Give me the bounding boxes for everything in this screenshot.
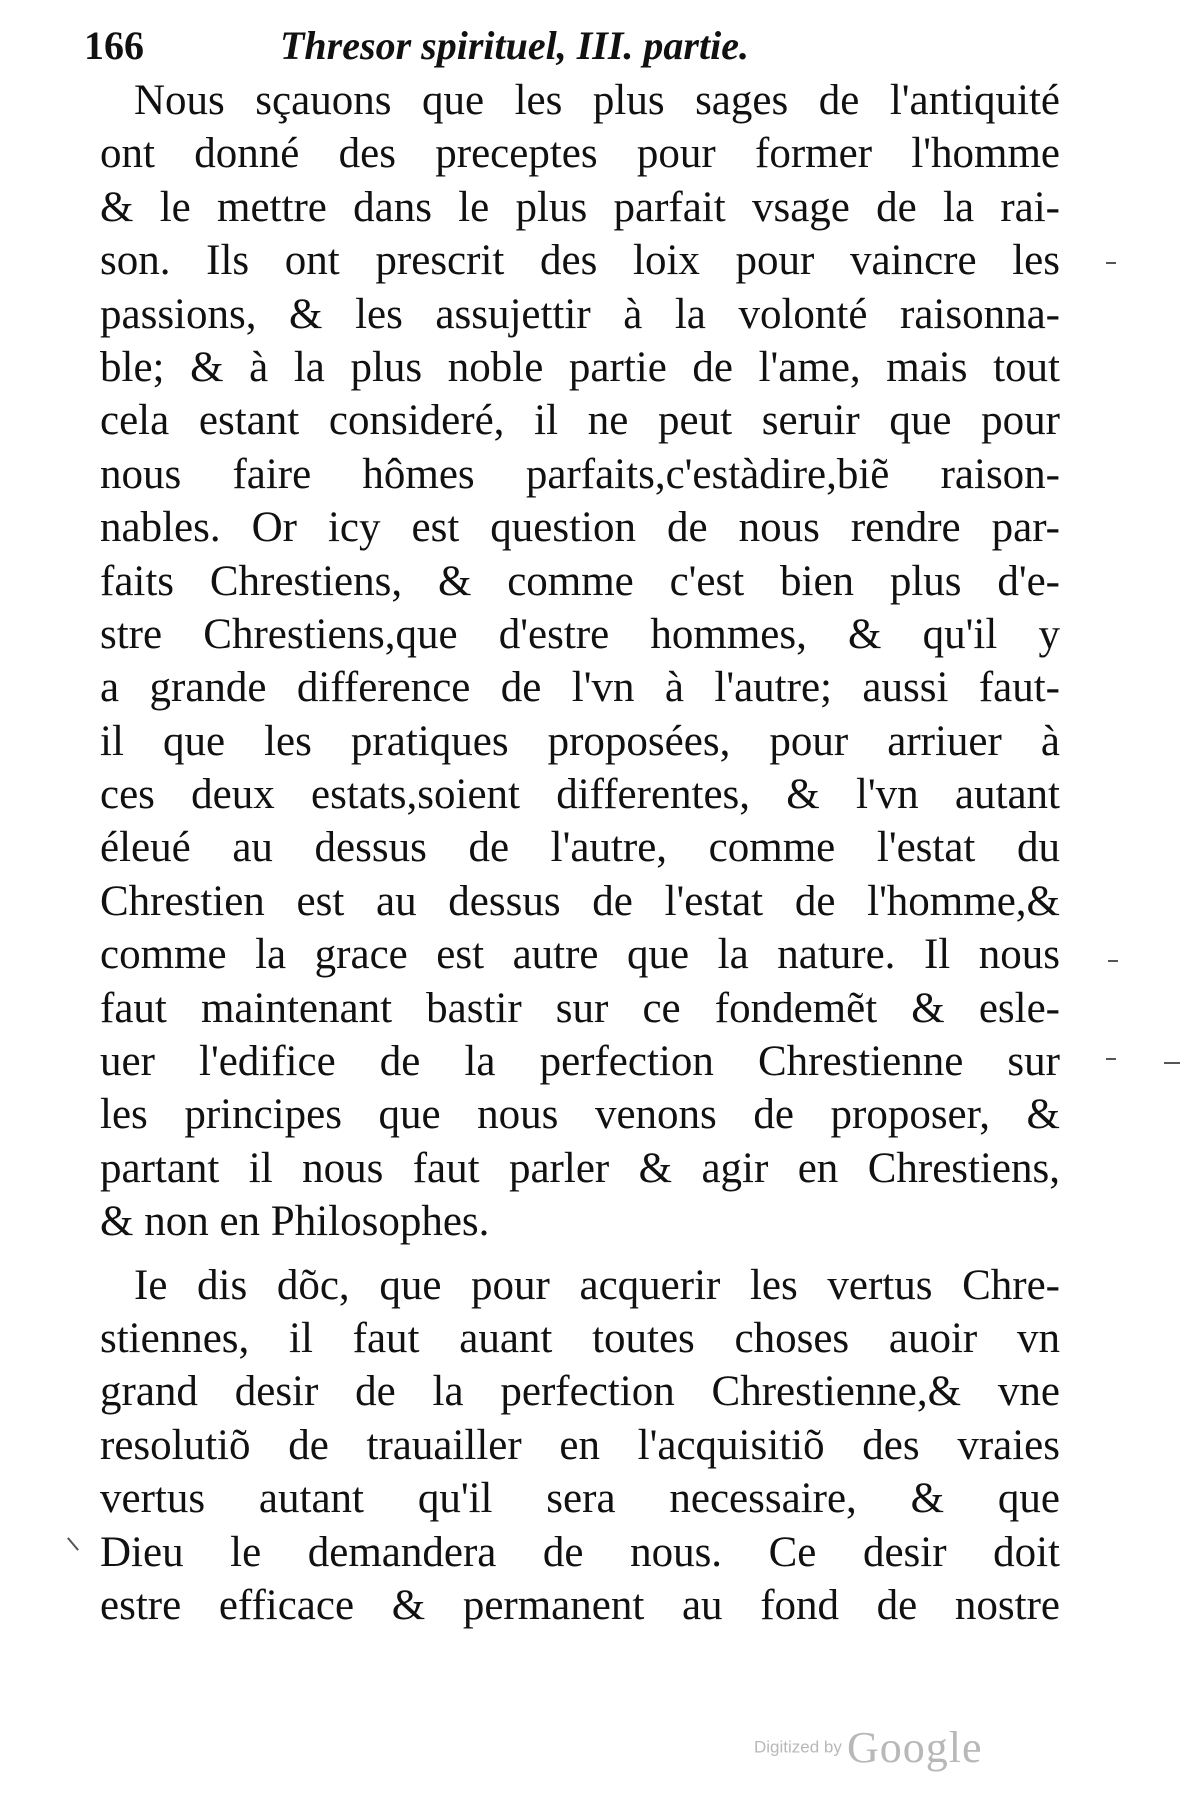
paragraph-1 [100, 74, 1060, 1249]
text-line: nables. Or icy est question de nous rendre par- [100, 504, 1060, 552]
text-line: stre Chrestiens,que d'estre hommes, & qu'il y [100, 610, 1060, 658]
text-line: & non en Philosophes. [100, 1198, 490, 1246]
running-head [84, 18, 1044, 74]
margin-mark [1164, 1062, 1180, 1064]
running-title: Thresor spirituel, III. partie. [280, 23, 749, 68]
text-line: cela estant consideré, il ne peut seruir que pour [100, 397, 1060, 445]
text-line: partant il nous faut parler & agir en Chrestiens, [100, 1144, 1060, 1192]
margin-mark [1108, 960, 1118, 962]
page-number: 166 [84, 23, 144, 68]
text-line: Dieu le demandera de nous. Ce desir doit [100, 1528, 1060, 1576]
margin-mark [1106, 1058, 1116, 1060]
text-line: son. Ils ont prescrit des loix pour vaincre les [100, 237, 1060, 285]
text-line: resolutiõ de trauailler en l'acquisitiõ des vraies [100, 1421, 1060, 1469]
watermark-brand: Google [846, 1723, 983, 1772]
text-line: passions, & les assujettir à la volonté raisonna- [100, 290, 1060, 338]
text-line: éleué au dessus de l'autre, comme l'estat du [100, 824, 1060, 872]
text-line: ble; & à la plus noble partie de l'ame, mais tout [100, 343, 1060, 391]
text-line: faits Chrestiens, & comme c'est bien plus d'e- [100, 557, 1060, 605]
text-line: a grande difference de l'vn à l'autre; aussi faut- [100, 664, 1060, 712]
text-line: Chrestien est au dessus de l'estat de l'homme,& [100, 877, 1060, 925]
text-line: faut maintenant bastir sur ce fondemẽt & esle- [100, 984, 1060, 1032]
paragraph-gap [100, 1249, 1060, 1259]
text-line: ces deux estats,soient differentes, & l'vn autant [100, 771, 1060, 819]
text-line: vertus autant qu'il sera necessaire, & que [100, 1475, 1060, 1523]
text-line: il que les pratiques proposées, pour arriuer à [100, 717, 1060, 765]
paragraph-2 [100, 1259, 1060, 1633]
watermark-prefix: Digitized by [754, 1737, 842, 1757]
text-line: stiennes, il faut auant toutes choses auoir vn [100, 1314, 1060, 1362]
text-line: & le mettre dans le plus parfait vsage de la rai- [100, 183, 1060, 231]
text-line: Ie dis dõc, que pour acquerir les vertus Chre- [134, 1261, 1060, 1309]
margin-mark [67, 1537, 79, 1551]
text-line: ont donné des preceptes pour former l'homme [100, 130, 1060, 178]
body-text [100, 74, 1060, 1632]
text-line: uer l'edifice de la perfection Chrestienne sur [100, 1038, 1060, 1086]
text-line: nous faire hômes parfaits,c'estàdire,biẽ raison- [100, 450, 1060, 498]
text-line: les principes que nous venons de proposer, & [100, 1091, 1060, 1139]
text-line: Nous sçauons que les plus sages de l'antiquité [134, 77, 1060, 124]
digitized-watermark [754, 1722, 1014, 1782]
text-line: comme la grace est autre que la nature. Il nous [100, 931, 1060, 979]
margin-mark [1106, 262, 1116, 264]
text-line: estre efficace & permanent au fond de nostre [100, 1581, 1060, 1629]
text-line: grand desir de la perfection Chrestienne,& vne [100, 1368, 1060, 1416]
